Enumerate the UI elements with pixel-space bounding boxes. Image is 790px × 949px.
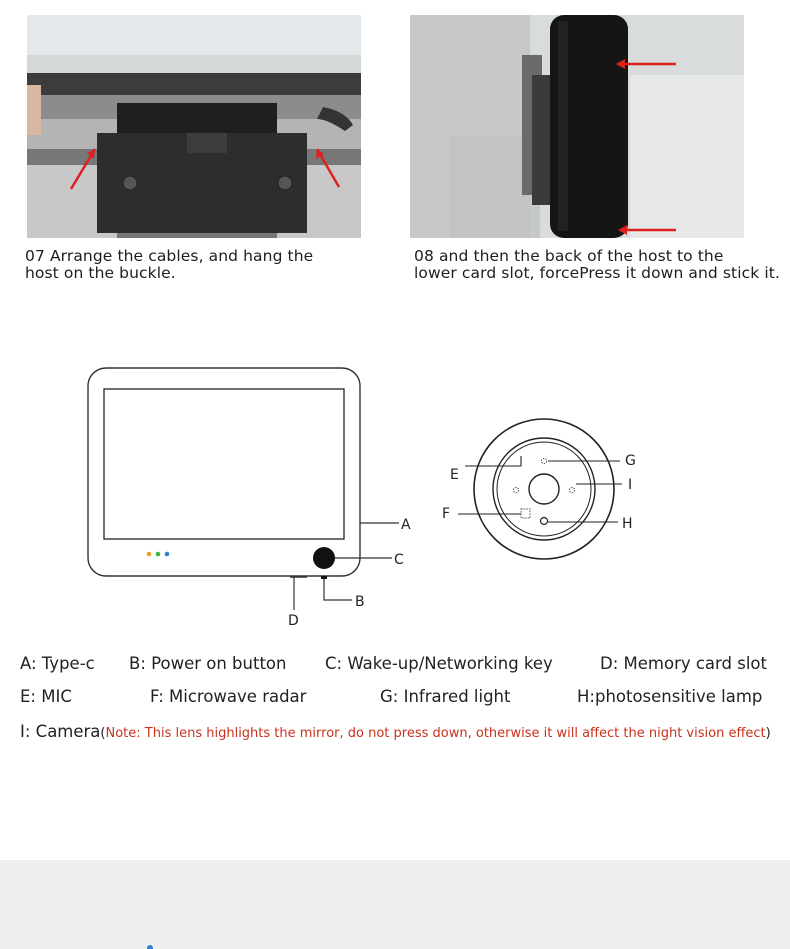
legend-f: F: Microwave radar [150, 687, 307, 706]
camera-lens [529, 474, 559, 504]
legend-i: I: Camera [20, 722, 101, 741]
label-a: A [401, 517, 411, 533]
camera-note: Note: This lens highlights the mirror, do not press down, otherwise it will affect the night vision effect [105, 726, 766, 741]
label-e: E [450, 467, 459, 483]
legend-c: C: Wake-up/Networking key [325, 654, 553, 673]
label-h: H [622, 516, 633, 532]
legend-h: H:photosensitive lamp [577, 687, 763, 706]
footer-band [0, 860, 790, 949]
step-08-caption: 08 and then the back of the host to the lower card slot, forcePress it down and stick it. [414, 247, 780, 282]
footer-accent-mark [147, 945, 153, 949]
camera-legend-row [20, 722, 771, 741]
note-close-paren: ) [765, 726, 771, 741]
label-c: C [394, 552, 404, 568]
label-b: B [355, 594, 365, 610]
sensor-outer-ring [474, 419, 614, 559]
device-diagram [0, 350, 790, 640]
host-screen [104, 389, 344, 539]
label-f: F [442, 506, 451, 522]
label-d: D [288, 613, 299, 629]
indicator-dot-orange [147, 552, 152, 557]
indicator-dot-green [156, 552, 161, 557]
note-open-paren: ( [100, 726, 106, 741]
step-07-photo [27, 15, 361, 238]
legend-e: E: MIC [20, 687, 72, 706]
step-08-photo [410, 15, 744, 238]
legend-g: G: Infrared light [380, 687, 511, 706]
label-g: G [625, 453, 636, 469]
legend-a: A: Type-c [20, 654, 95, 673]
host-body [88, 368, 360, 576]
label-i: I [628, 477, 633, 493]
power-button [321, 576, 327, 579]
legend-d: D: Memory card slot [600, 654, 767, 673]
indicator-dot-blue [165, 552, 170, 557]
legend-b: B: Power on button [129, 654, 287, 673]
wake-button [313, 547, 335, 569]
step-07-caption: 07 Arrange the cables, and hang the host on the buckle. [25, 247, 314, 282]
